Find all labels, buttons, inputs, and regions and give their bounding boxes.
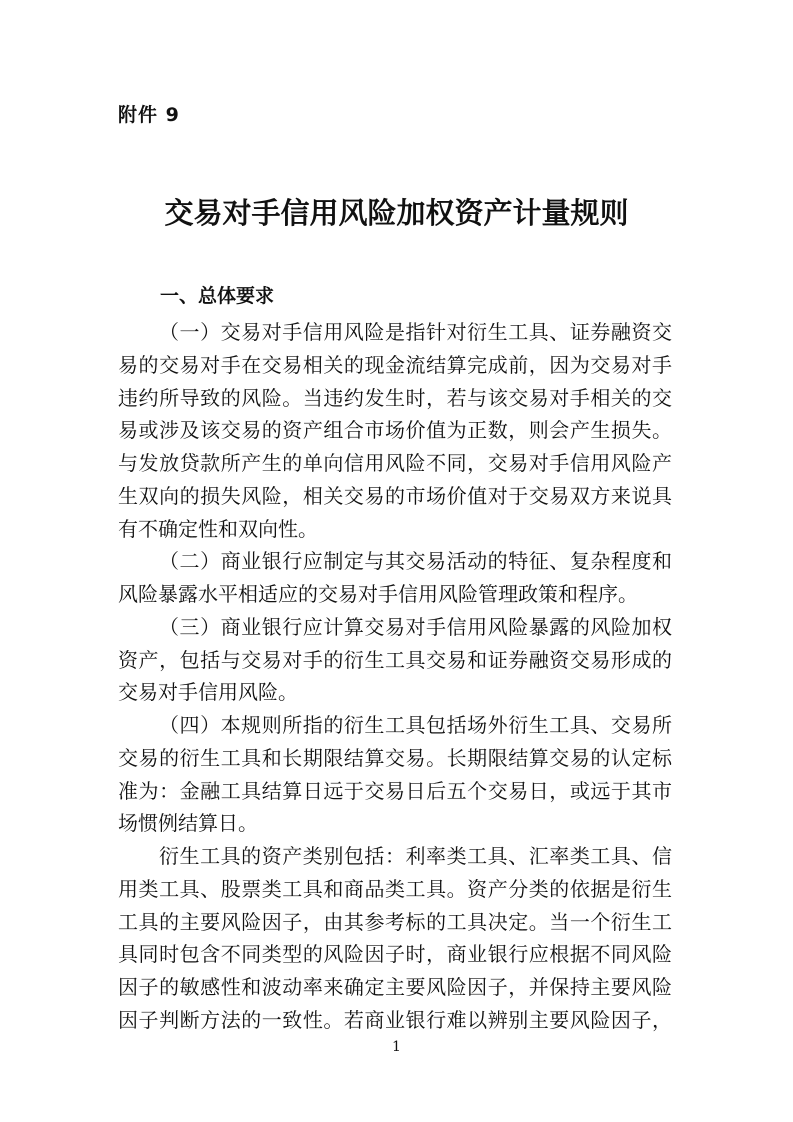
paragraph-1-line: 与发放贷款所产生的单向信用风险不同，交易对手信用风险产 bbox=[118, 451, 672, 475]
document-title: 交易对手信用风险加权资产计量规则 bbox=[164, 196, 629, 230]
paragraph-2-line: 风险暴露水平相适应的交易对手信用风险管理政策和程序。 bbox=[118, 582, 638, 606]
attachment-label: 附件 9 bbox=[118, 104, 180, 126]
paragraph-5-line: 衍生工具的资产类别包括：利率类工具、汇率类工具、信 bbox=[159, 844, 672, 868]
section-heading: 一、总体要求 bbox=[160, 285, 275, 307]
paragraph-5-line: 因子的敏感性和波动率来确定主要风险因子，并保持主要风险 bbox=[118, 975, 672, 999]
paragraph-2-line: （二）商业银行应制定与其交易活动的特征、复杂程度和 bbox=[159, 549, 672, 574]
paragraph-5-line: 因子判断方法的一致性。若商业银行难以辨别主要风险因子， bbox=[118, 1007, 672, 1032]
paragraph-5-line: 具同时包含不同类型的风险因子时，商业银行应根据不同风险 bbox=[118, 942, 672, 967]
paragraph-3-line: 资产，包括与交易对手的衍生工具交易和证券融资交易形成的 bbox=[118, 647, 672, 672]
paragraph-3-line: （三）商业银行应计算交易对手信用风险暴露的风险加权 bbox=[159, 614, 672, 639]
paragraph-1-line: 易或涉及该交易的资产组合市场价值为正数，则会产生损失。 bbox=[118, 418, 672, 443]
paragraph-4-line: 准为：金融工具结算日远于交易日后五个交易日，或远于其市 bbox=[118, 778, 672, 803]
paragraph-1-line: （一）交易对手信用风险是指针对衍生工具、证券融资交 bbox=[159, 320, 672, 344]
paragraph-1-line: 生双向的损失风险，相关交易的市场价值对于交易双方来说具 bbox=[118, 483, 672, 508]
paragraph-1-line: 违约所导致的风险。当违约发生时，若与该交易对手相关的交 bbox=[118, 385, 672, 410]
paragraph-5-line: 工具的主要风险因子，由其参考标的工具决定。当一个衍生工 bbox=[118, 909, 672, 934]
page-number: 1 bbox=[392, 1039, 401, 1055]
paragraph-4-line: 场惯例结算日。 bbox=[118, 811, 258, 836]
paragraph-5-line: 用类工具、股票类工具和商品类工具。资产分类的依据是衍生 bbox=[118, 876, 672, 901]
document-body bbox=[118, 316, 672, 1037]
paragraph-1-line: 有不确定性和双向性。 bbox=[118, 516, 318, 541]
paragraph-3-line: 交易对手信用风险。 bbox=[118, 680, 298, 705]
paragraph-4-line: （四）本规则所指的衍生工具包括场外衍生工具、交易所 bbox=[159, 713, 672, 737]
paragraph-1-line: 易的交易对手在交易相关的现金流结算完成前，因为交易对手 bbox=[118, 352, 672, 377]
paragraph-4-line: 交易的衍生工具和长期限结算交易。长期限结算交易的认定标 bbox=[118, 745, 672, 770]
